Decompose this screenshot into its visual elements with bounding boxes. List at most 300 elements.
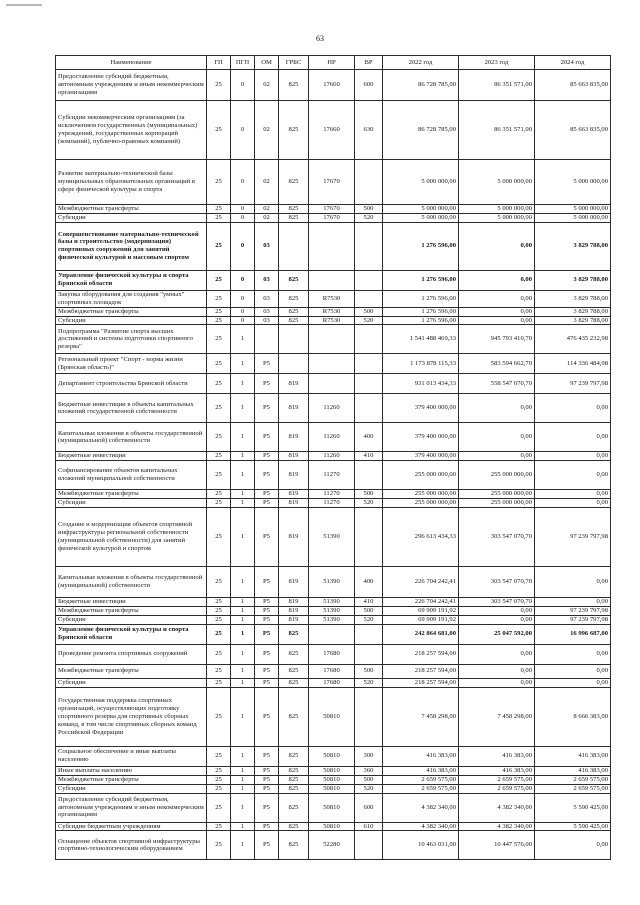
cell-nr [309, 222, 355, 270]
cell-name: Субсидии [56, 213, 207, 222]
cell-gp: 25 [207, 316, 231, 325]
table-row [56, 394, 611, 423]
cell-nr: 17680 [309, 644, 355, 664]
cell-amount-2022: 2 659 575,00 [383, 775, 459, 784]
cell-grbs: 819 [279, 508, 309, 567]
cell-grbs: 819 [279, 499, 309, 508]
cell-nr [309, 325, 355, 354]
header-2024: 2024 год [535, 56, 611, 70]
cell-name: Межбюджетные трансферты [56, 307, 207, 316]
cell-vr: 400 [355, 567, 383, 598]
cell-amount-2024: 3 829 788,00 [535, 307, 611, 316]
cell-nr: R7530 [309, 307, 355, 316]
cell-grbs: 825 [279, 775, 309, 784]
table-row [56, 205, 611, 214]
cell-gp: 25 [207, 615, 231, 624]
table-row [56, 766, 611, 775]
cell-grbs: 825 [279, 290, 309, 307]
cell-om: 02 [255, 205, 279, 214]
cell-amount-2023: 0,00 [459, 222, 535, 270]
table-row [56, 374, 611, 394]
cell-vr: 520 [355, 784, 383, 793]
cell-amount-2022: 1 276 596,00 [383, 270, 459, 290]
cell-gp: 25 [207, 499, 231, 508]
table-row [56, 831, 611, 860]
table-row [56, 678, 611, 687]
table-row [56, 160, 611, 205]
cell-grbs: 819 [279, 490, 309, 499]
table-row [56, 508, 611, 567]
budget-table-body [56, 70, 611, 860]
cell-amount-2024: 5 000 000,00 [535, 160, 611, 205]
cell-amount-2023: 4 382 340,00 [459, 822, 535, 831]
cell-grbs: 819 [279, 374, 309, 394]
cell-grbs: 825 [279, 70, 309, 101]
cell-om: P5 [255, 831, 279, 860]
cell-om: 03 [255, 316, 279, 325]
header-vr: ВР [355, 56, 383, 70]
cell-amount-2024: 0,00 [535, 423, 611, 452]
table-row [56, 499, 611, 508]
header-2023: 2023 год [459, 56, 535, 70]
header-name: Наименование [56, 56, 207, 70]
cell-om: 03 [255, 222, 279, 270]
cell-name: Бюджетные инвестиции в объекты капитальных вложений государственной собственности [56, 394, 207, 423]
table-row [56, 607, 611, 616]
cell-amount-2022: 86 728 785,00 [383, 101, 459, 160]
cell-pgp: 1 [231, 746, 255, 766]
table-row [56, 624, 611, 644]
cell-gp: 25 [207, 775, 231, 784]
cell-amount-2024: 0,00 [535, 452, 611, 461]
cell-om: P5 [255, 607, 279, 616]
cell-amount-2024: 0,00 [535, 567, 611, 598]
cell-vr: 300 [355, 746, 383, 766]
cell-nr: 17670 [309, 205, 355, 214]
table-row [56, 615, 611, 624]
cell-gp: 25 [207, 598, 231, 607]
cell-grbs: 819 [279, 607, 309, 616]
cell-amount-2023: 416 383,00 [459, 746, 535, 766]
cell-pgp: 1 [231, 508, 255, 567]
cell-name: Субсидии [56, 784, 207, 793]
cell-name: Закупка оборудования для создания "умных" спортивных площадок [56, 290, 207, 307]
cell-amount-2023: 86 351 571,00 [459, 70, 535, 101]
cell-nr [309, 354, 355, 374]
cell-gp: 25 [207, 222, 231, 270]
cell-amount-2023: 4 382 340,00 [459, 793, 535, 822]
cell-vr [355, 461, 383, 490]
cell-amount-2022: 931 013 434,33 [383, 374, 459, 394]
table-row [56, 822, 611, 831]
cell-name: Межбюджетные трансферты [56, 205, 207, 214]
cell-name: Межбюджетные трансферты [56, 607, 207, 616]
cell-vr: 520 [355, 678, 383, 687]
cell-amount-2023: 0,00 [459, 307, 535, 316]
cell-amount-2023: 303 547 070,70 [459, 598, 535, 607]
cell-grbs: 825 [279, 644, 309, 664]
cell-amount-2023: 0,00 [459, 607, 535, 616]
cell-amount-2023: 0,00 [459, 290, 535, 307]
cell-om: 03 [255, 270, 279, 290]
cell-grbs: 825 [279, 822, 309, 831]
cell-om: P5 [255, 766, 279, 775]
cell-amount-2023: 5 000 000,00 [459, 205, 535, 214]
cell-gp: 25 [207, 205, 231, 214]
cell-nr: R7530 [309, 290, 355, 307]
cell-vr: 610 [355, 822, 383, 831]
cell-pgp: 0 [231, 70, 255, 101]
cell-amount-2024: 2 659 575,00 [535, 775, 611, 784]
cell-pgp: 1 [231, 394, 255, 423]
cell-amount-2023: 0,00 [459, 423, 535, 452]
cell-amount-2024: 0,00 [535, 490, 611, 499]
cell-amount-2022: 416 383,00 [383, 766, 459, 775]
table-row [56, 784, 611, 793]
cell-pgp: 1 [231, 615, 255, 624]
cell-pgp: 1 [231, 687, 255, 746]
cell-amount-2023: 0,00 [459, 678, 535, 687]
cell-grbs: 819 [279, 461, 309, 490]
cell-amount-2024: 476 435 232,98 [535, 325, 611, 354]
cell-gp: 25 [207, 687, 231, 746]
cell-amount-2023: 945 793 410,70 [459, 325, 535, 354]
table-header-row [56, 56, 611, 70]
cell-amount-2022: 7 458 298,00 [383, 687, 459, 746]
cell-amount-2024: 416 383,00 [535, 766, 611, 775]
cell-om: P5 [255, 423, 279, 452]
cell-gp: 25 [207, 290, 231, 307]
cell-pgp: 1 [231, 678, 255, 687]
cell-om: P5 [255, 793, 279, 822]
cell-name: Проведение ремонта спортивных сооружений [56, 644, 207, 664]
cell-amount-2024: 2 659 575,00 [535, 784, 611, 793]
cell-vr: 520 [355, 316, 383, 325]
cell-amount-2022: 1 276 596,00 [383, 222, 459, 270]
cell-name: Субсидии некоммерческим организациям (за исключением государственных (муниципальных) учреждений, государственных корпораций (компаний), публично-правовых компаний) [56, 101, 207, 160]
cell-name: Капитальные вложения в объекты государственной (муниципальной) собственности [56, 567, 207, 598]
cell-gp: 25 [207, 678, 231, 687]
cell-om: P5 [255, 746, 279, 766]
cell-amount-2022: 226 704 242,41 [383, 567, 459, 598]
cell-amount-2022: 218 257 594,00 [383, 644, 459, 664]
cell-name: Межбюджетные трансферты [56, 664, 207, 678]
cell-nr: 52280 [309, 831, 355, 860]
cell-om: P5 [255, 615, 279, 624]
cell-name: Бюджетные инвестиции [56, 452, 207, 461]
cell-grbs [279, 222, 309, 270]
cell-grbs [279, 325, 309, 354]
cell-gp: 25 [207, 160, 231, 205]
cell-vr: 630 [355, 101, 383, 160]
cell-name: Социальное обеспечение и иные выплаты населению [56, 746, 207, 766]
table-row [56, 101, 611, 160]
cell-amount-2023: 5 000 000,00 [459, 160, 535, 205]
cell-amount-2024: 97 239 797,98 [535, 374, 611, 394]
cell-pgp: 0 [231, 270, 255, 290]
cell-pgp: 0 [231, 316, 255, 325]
table-row [56, 598, 611, 607]
cell-om: P5 [255, 598, 279, 607]
cell-amount-2024: 0,00 [535, 678, 611, 687]
header-grbs: ГРБС [279, 56, 309, 70]
cell-nr: 17670 [309, 213, 355, 222]
table-row [56, 270, 611, 290]
table-row [56, 567, 611, 598]
table-row [56, 775, 611, 784]
table-row [56, 316, 611, 325]
cell-om: P5 [255, 394, 279, 423]
cell-pgp: 1 [231, 664, 255, 678]
table-row [56, 687, 611, 746]
cell-name: Предоставление субсидий бюджетным, автономным учреждениям и иным некоммерческим организациям [56, 70, 207, 101]
cell-gp: 25 [207, 490, 231, 499]
cell-name: Создание и модернизация объектов спортивной инфраструктуры региональной собственности (муниципальной собственности) для занятий физической культурой и спортом [56, 508, 207, 567]
cell-name: Межбюджетные трансферты [56, 775, 207, 784]
cell-pgp: 0 [231, 160, 255, 205]
cell-grbs: 819 [279, 598, 309, 607]
cell-amount-2022: 69 909 191,92 [383, 615, 459, 624]
cell-vr: 410 [355, 452, 383, 461]
cell-amount-2022: 5 000 000,00 [383, 160, 459, 205]
cell-vr: 520 [355, 615, 383, 624]
cell-amount-2023: 0,00 [459, 664, 535, 678]
cell-gp: 25 [207, 423, 231, 452]
cell-vr [355, 394, 383, 423]
cell-om: P5 [255, 664, 279, 678]
cell-gp: 25 [207, 822, 231, 831]
cell-grbs: 819 [279, 615, 309, 624]
cell-vr [355, 687, 383, 746]
cell-vr: 520 [355, 213, 383, 222]
cell-amount-2022: 69 909 191,92 [383, 607, 459, 616]
cell-amount-2022: 255 000 000,00 [383, 499, 459, 508]
cell-om: 02 [255, 101, 279, 160]
cell-nr: R7530 [309, 316, 355, 325]
cell-grbs: 819 [279, 394, 309, 423]
cell-grbs: 825 [279, 793, 309, 822]
cell-pgp: 1 [231, 624, 255, 644]
cell-vr: 500 [355, 775, 383, 784]
cell-grbs: 825 [279, 160, 309, 205]
cell-om: P5 [255, 499, 279, 508]
cell-pgp: 1 [231, 567, 255, 598]
cell-nr: 11270 [309, 490, 355, 499]
cell-pgp: 1 [231, 374, 255, 394]
cell-amount-2023: 416 383,00 [459, 766, 535, 775]
cell-vr [355, 374, 383, 394]
cell-name: Управление физической культуры и спорта Брянской области [56, 624, 207, 644]
cell-grbs: 825 [279, 687, 309, 746]
cell-amount-2023: 255 000 000,00 [459, 490, 535, 499]
cell-grbs: 825 [279, 766, 309, 775]
cell-name: Субсидии [56, 499, 207, 508]
cell-gp: 25 [207, 452, 231, 461]
cell-nr: 17660 [309, 70, 355, 101]
cell-amount-2023: 0,00 [459, 316, 535, 325]
cell-name: Управление физической культуры и спорта Брянской области [56, 270, 207, 290]
cell-gp: 25 [207, 567, 231, 598]
cell-nr: 51390 [309, 615, 355, 624]
budget-table [55, 55, 611, 860]
cell-nr [309, 374, 355, 394]
cell-amount-2024: 5 000 000,00 [535, 213, 611, 222]
cell-pgp: 1 [231, 793, 255, 822]
cell-gp: 25 [207, 394, 231, 423]
cell-amount-2024: 0,00 [535, 461, 611, 490]
cell-gp: 25 [207, 461, 231, 490]
cell-amount-2024: 0,00 [535, 499, 611, 508]
cell-amount-2024: 3 829 788,00 [535, 290, 611, 307]
cell-amount-2023: 10 447 576,00 [459, 831, 535, 860]
cell-nr: 51390 [309, 607, 355, 616]
cell-gp: 25 [207, 213, 231, 222]
cell-amount-2022: 5 000 000,00 [383, 213, 459, 222]
cell-amount-2024: 8 666 383,00 [535, 687, 611, 746]
cell-grbs: 825 [279, 307, 309, 316]
cell-pgp: 1 [231, 766, 255, 775]
cell-vr: 600 [355, 70, 383, 101]
cell-amount-2023: 0,00 [459, 394, 535, 423]
cell-vr: 500 [355, 664, 383, 678]
page-number: 63 [316, 34, 324, 43]
cell-pgp: 1 [231, 607, 255, 616]
cell-pgp: 1 [231, 822, 255, 831]
cell-grbs: 825 [279, 624, 309, 644]
cell-name: Совершенствование материально-технической базы и строительство (модернизация) спортивных сооружений для занятий физической культурой и массовым спортом [56, 222, 207, 270]
cell-grbs: 819 [279, 423, 309, 452]
cell-gp: 25 [207, 101, 231, 160]
cell-amount-2022: 10 463 031,00 [383, 831, 459, 860]
cell-nr: 17660 [309, 101, 355, 160]
cell-nr: 51390 [309, 508, 355, 567]
scan-mark [6, 4, 42, 6]
cell-vr: 500 [355, 607, 383, 616]
cell-nr: 17670 [309, 160, 355, 205]
cell-pgp: 1 [231, 831, 255, 860]
cell-name: Региональный проект "Спорт - норма жизни (Брянская область)" [56, 354, 207, 374]
cell-amount-2022: 242 864 681,00 [383, 624, 459, 644]
cell-grbs: 825 [279, 746, 309, 766]
cell-pgp: 1 [231, 452, 255, 461]
cell-amount-2022: 296 613 434,33 [383, 508, 459, 567]
cell-amount-2023: 86 351 571,00 [459, 101, 535, 160]
cell-amount-2024: 0,00 [535, 598, 611, 607]
cell-gp: 25 [207, 508, 231, 567]
cell-nr: 50810 [309, 822, 355, 831]
cell-amount-2023: 0,00 [459, 270, 535, 290]
cell-nr [309, 270, 355, 290]
cell-name: Предоставление субсидий бюджетным, автономным учреждениям и иным некоммерческим организациям [56, 793, 207, 822]
header-gp: ГП [207, 56, 231, 70]
cell-amount-2022: 1 276 596,00 [383, 316, 459, 325]
cell-nr: 51390 [309, 567, 355, 598]
cell-gp: 25 [207, 831, 231, 860]
cell-vr [355, 222, 383, 270]
cell-om: P5 [255, 508, 279, 567]
cell-amount-2024: 85 663 835,00 [535, 70, 611, 101]
cell-grbs: 825 [279, 831, 309, 860]
cell-amount-2024: 0,00 [535, 394, 611, 423]
cell-pgp: 0 [231, 222, 255, 270]
cell-om: P5 [255, 490, 279, 499]
cell-gp: 25 [207, 766, 231, 775]
cell-grbs: 825 [279, 270, 309, 290]
cell-om: P5 [255, 784, 279, 793]
cell-pgp: 0 [231, 101, 255, 160]
table-row [56, 490, 611, 499]
cell-vr [355, 270, 383, 290]
header-2022: 2022 год [383, 56, 459, 70]
cell-nr: 50810 [309, 784, 355, 793]
cell-amount-2022: 255 000 000,00 [383, 461, 459, 490]
cell-nr: 11270 [309, 461, 355, 490]
cell-name: Капитальные вложения в объекты государственной (муниципальной) собственности [56, 423, 207, 452]
cell-gp: 25 [207, 374, 231, 394]
cell-gp: 25 [207, 793, 231, 822]
cell-gp: 25 [207, 325, 231, 354]
cell-grbs: 819 [279, 452, 309, 461]
cell-nr: 17680 [309, 678, 355, 687]
cell-gp: 25 [207, 70, 231, 101]
cell-amount-2022: 1 541 488 469,33 [383, 325, 459, 354]
cell-om: 02 [255, 213, 279, 222]
cell-nr: 11260 [309, 452, 355, 461]
cell-gp: 25 [207, 624, 231, 644]
table-row [56, 290, 611, 307]
cell-vr: 500 [355, 490, 383, 499]
cell-gp: 25 [207, 644, 231, 664]
table-row [56, 307, 611, 316]
cell-om: P5 [255, 775, 279, 784]
cell-pgp: 1 [231, 598, 255, 607]
cell-amount-2022: 5 000 000,00 [383, 205, 459, 214]
cell-amount-2022: 2 659 575,00 [383, 784, 459, 793]
cell-name: Бюджетные инвестиции [56, 598, 207, 607]
cell-nr: 50810 [309, 746, 355, 766]
cell-amount-2022: 218 257 594,00 [383, 664, 459, 678]
table-row [56, 423, 611, 452]
cell-nr: 11270 [309, 499, 355, 508]
cell-nr: 50810 [309, 793, 355, 822]
cell-amount-2024: 97 239 797,98 [535, 508, 611, 567]
cell-amount-2024: 416 383,00 [535, 746, 611, 766]
cell-amount-2024: 97 239 797,98 [535, 615, 611, 624]
cell-amount-2024: 5 590 425,00 [535, 793, 611, 822]
cell-amount-2023: 25 047 592,00 [459, 624, 535, 644]
cell-nr: 11260 [309, 394, 355, 423]
cell-pgp: 1 [231, 644, 255, 664]
header-om: ОМ [255, 56, 279, 70]
cell-amount-2024: 5 000 000,00 [535, 205, 611, 214]
cell-om: 02 [255, 70, 279, 101]
table-row [56, 325, 611, 354]
cell-om: P5 [255, 374, 279, 394]
cell-name: Софинансирование объектов капитальных вложений муниципальной собственности [56, 461, 207, 490]
cell-grbs [279, 354, 309, 374]
cell-amount-2024: 16 996 687,00 [535, 624, 611, 644]
table-row [56, 213, 611, 222]
cell-amount-2024: 97 239 797,98 [535, 607, 611, 616]
cell-amount-2022: 379 400 000,00 [383, 452, 459, 461]
cell-om: P5 [255, 678, 279, 687]
cell-vr [355, 354, 383, 374]
cell-grbs: 819 [279, 567, 309, 598]
header-pgp: ПГП [231, 56, 255, 70]
cell-name: Оснащение объектов спортивной инфраструктуры спортивно-технологическим оборудованием [56, 831, 207, 860]
cell-vr: 410 [355, 598, 383, 607]
cell-amount-2024: 5 590 425,00 [535, 822, 611, 831]
